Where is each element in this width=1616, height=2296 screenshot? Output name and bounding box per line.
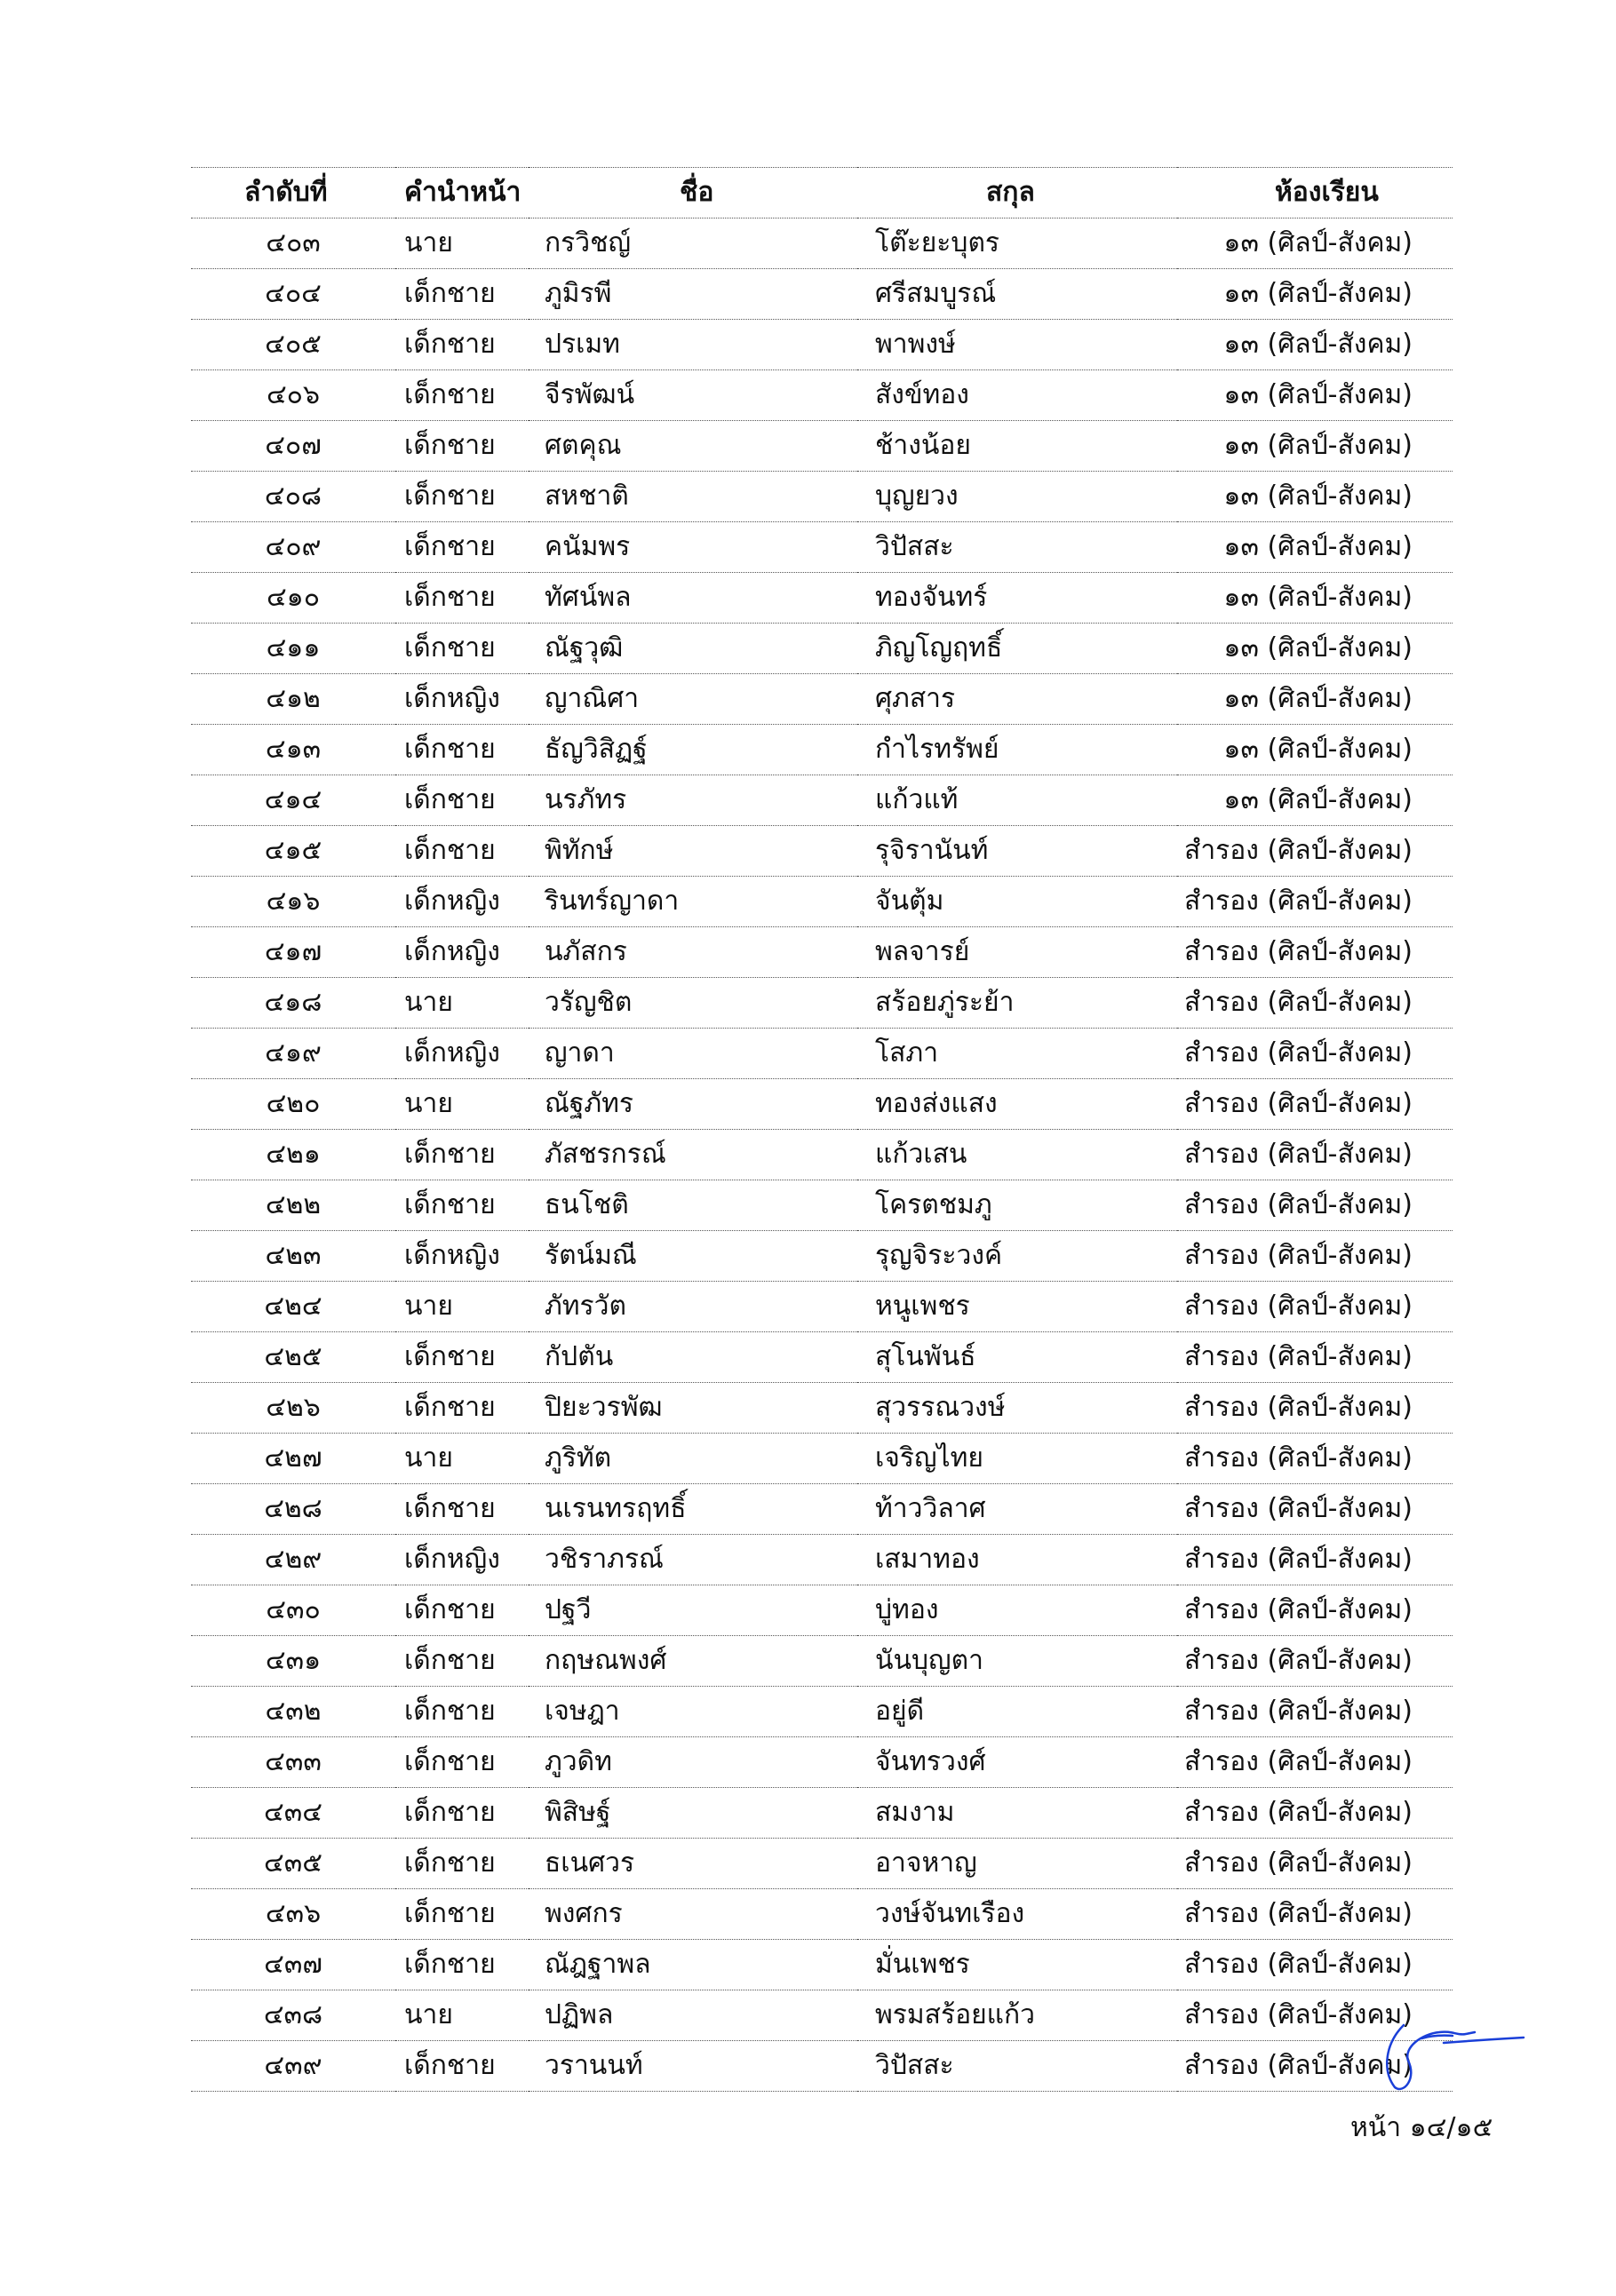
row-number: ๔๓๓ (191, 1737, 395, 1788)
table-row (191, 927, 1453, 978)
table-row (191, 522, 1453, 573)
row-prefix: เด็กชาย (395, 1383, 529, 1434)
row-name: ปรเมท (529, 320, 857, 370)
table-row (191, 269, 1453, 320)
row-surname: แก้วเสน (857, 1130, 1177, 1180)
row-room: สำรอง (ศิลป์-สังคม) (1177, 1990, 1453, 2041)
row-surname: ศรีสมบูรณ์ (857, 269, 1177, 320)
row-number: ๔๑๘ (191, 978, 395, 1029)
row-number: ๔๓๔ (191, 1788, 395, 1839)
row-number: ๔๒๗ (191, 1434, 395, 1484)
table-row (191, 1535, 1453, 1585)
row-number: ๔๓๘ (191, 1990, 395, 2041)
row-number: ๔๐๗ (191, 421, 395, 472)
row-surname: พาพงษ์ (857, 320, 1177, 370)
row-name: กัปตัน (529, 1332, 857, 1383)
row-prefix: เด็กชาย (395, 1484, 529, 1535)
row-name: ปฏิพล (529, 1990, 857, 2041)
row-room: สำรอง (ศิลป์-สังคม) (1177, 1383, 1453, 1434)
table-row (191, 1585, 1453, 1636)
row-number: ๔๒๒ (191, 1180, 395, 1231)
row-room: สำรอง (ศิลป์-สังคม) (1177, 978, 1453, 1029)
row-surname: ช้างน้อย (857, 421, 1177, 472)
row-number: ๔๒๖ (191, 1383, 395, 1434)
row-prefix: นาย (395, 978, 529, 1029)
row-surname: พรมสร้อยแก้ว (857, 1990, 1177, 2041)
header-name: ชื่อ (529, 168, 857, 218)
row-name: ธนโชติ (529, 1180, 857, 1231)
row-name: ภูมิรพี (529, 269, 857, 320)
table-row (191, 218, 1453, 269)
row-prefix: เด็กหญิง (395, 877, 529, 927)
row-prefix: เด็กชาย (395, 1788, 529, 1839)
row-surname: หนูเพชร (857, 1282, 1177, 1332)
row-prefix: เด็กชาย (395, 573, 529, 624)
row-room: ๑๓ (ศิลป์-สังคม) (1177, 775, 1453, 826)
table-body (191, 218, 1453, 2092)
table-row (191, 1029, 1453, 1079)
row-prefix: เด็กชาย (395, 1130, 529, 1180)
row-room: สำรอง (ศิลป์-สังคม) (1177, 877, 1453, 927)
header-prefix: คำนำหน้า (395, 168, 529, 218)
row-prefix: เด็กหญิง (395, 1231, 529, 1282)
row-name: ญาณิศา (529, 674, 857, 725)
table-row (191, 1687, 1453, 1737)
row-prefix: เด็กหญิง (395, 674, 529, 725)
row-surname: วงษ์จันทเรือง (857, 1889, 1177, 1940)
row-number: ๔๑๗ (191, 927, 395, 978)
row-surname: รุจิรานันท์ (857, 826, 1177, 877)
row-surname: มั่นเพชร (857, 1940, 1177, 1990)
row-room: สำรอง (ศิลป์-สังคม) (1177, 1788, 1453, 1839)
row-number: ๔๑๒ (191, 674, 395, 725)
row-surname: สังข์ทอง (857, 370, 1177, 421)
row-room: ๑๓ (ศิลป์-สังคม) (1177, 472, 1453, 522)
row-name: ปิยะวรพัฒ (529, 1383, 857, 1434)
row-number: ๔๒๘ (191, 1484, 395, 1535)
row-room: ๑๓ (ศิลป์-สังคม) (1177, 269, 1453, 320)
row-surname: ทองจันทร์ (857, 573, 1177, 624)
row-number: ๔๒๕ (191, 1332, 395, 1383)
row-prefix: เด็กชาย (395, 1839, 529, 1889)
table-row (191, 1282, 1453, 1332)
row-surname: ศุภสาร (857, 674, 1177, 725)
row-room: สำรอง (ศิลป์-สังคม) (1177, 1332, 1453, 1383)
table-row (191, 421, 1453, 472)
table-row (191, 1434, 1453, 1484)
row-name: สหชาติ (529, 472, 857, 522)
row-surname: โครตชมภู (857, 1180, 1177, 1231)
row-room: สำรอง (ศิลป์-สังคม) (1177, 1130, 1453, 1180)
row-number: ๔๓๑ (191, 1636, 395, 1687)
table-row (191, 1788, 1453, 1839)
row-prefix: เด็กชาย (395, 775, 529, 826)
row-number: ๔๑๖ (191, 877, 395, 927)
row-room: สำรอง (ศิลป์-สังคม) (1177, 1889, 1453, 1940)
row-number: ๔๒๑ (191, 1130, 395, 1180)
table-row (191, 573, 1453, 624)
row-name: กรวิชญ์ (529, 218, 857, 269)
row-surname: ภิญโญฤทธิ์ (857, 624, 1177, 674)
row-name: จีรพัฒน์ (529, 370, 857, 421)
row-prefix: เด็กชาย (395, 1180, 529, 1231)
row-room: สำรอง (ศิลป์-สังคม) (1177, 2041, 1453, 2092)
row-number: ๔๒๔ (191, 1282, 395, 1332)
row-prefix: เด็กชาย (395, 522, 529, 573)
row-name: วรัญชิต (529, 978, 857, 1029)
row-room: สำรอง (ศิลป์-สังคม) (1177, 1535, 1453, 1585)
row-name: นภัสกร (529, 927, 857, 978)
row-surname: บู่ทอง (857, 1585, 1177, 1636)
row-surname: โสภา (857, 1029, 1177, 1079)
table-header-row (191, 168, 1453, 218)
table-row (191, 1940, 1453, 1990)
row-surname: นันบุญตา (857, 1636, 1177, 1687)
row-number: ๔๑๑ (191, 624, 395, 674)
row-room: ๑๓ (ศิลป์-สังคม) (1177, 522, 1453, 573)
row-name: รินทร์ญาดา (529, 877, 857, 927)
row-room: ๑๓ (ศิลป์-สังคม) (1177, 725, 1453, 775)
row-room: ๑๓ (ศิลป์-สังคม) (1177, 218, 1453, 269)
row-name: ณัฎฐาพล (529, 1940, 857, 1990)
row-name: เจษฎา (529, 1687, 857, 1737)
row-room: สำรอง (ศิลป์-สังคม) (1177, 1839, 1453, 1889)
row-number: ๔๐๘ (191, 472, 395, 522)
row-name: พงศกร (529, 1889, 857, 1940)
row-room: สำรอง (ศิลป์-สังคม) (1177, 1484, 1453, 1535)
row-prefix: เด็กชาย (395, 1585, 529, 1636)
table-row (191, 1889, 1453, 1940)
row-surname: รุญจิระวงค์ (857, 1231, 1177, 1282)
row-surname: วิปัสสะ (857, 522, 1177, 573)
row-surname: สุโนพันธ์ (857, 1332, 1177, 1383)
row-number: ๔๑๕ (191, 826, 395, 877)
row-surname: จันตุ้ม (857, 877, 1177, 927)
table-row (191, 775, 1453, 826)
row-surname: พลจารย์ (857, 927, 1177, 978)
row-name: นเรนทรฤทธิ์ (529, 1484, 857, 1535)
row-prefix: เด็กชาย (395, 370, 529, 421)
student-list-table (191, 167, 1453, 2092)
row-number: ๔๓๙ (191, 2041, 395, 2092)
row-name: กฤษณพงศ์ (529, 1636, 857, 1687)
row-room: ๑๓ (ศิลป์-สังคม) (1177, 624, 1453, 674)
row-name: ณัฐภัทร (529, 1079, 857, 1130)
row-surname: อยู่ดี (857, 1687, 1177, 1737)
row-surname: สร้อยภู่ระย้า (857, 978, 1177, 1029)
row-name: ภูวดิท (529, 1737, 857, 1788)
table-row (191, 624, 1453, 674)
row-name: รัตน์มณี (529, 1231, 857, 1282)
row-prefix: นาย (395, 1079, 529, 1130)
row-name: คนัมพร (529, 522, 857, 573)
row-room: สำรอง (ศิลป์-สังคม) (1177, 1585, 1453, 1636)
row-room: สำรอง (ศิลป์-สังคม) (1177, 1180, 1453, 1231)
row-number: ๔๐๙ (191, 522, 395, 573)
table-row (191, 674, 1453, 725)
row-prefix: เด็กชาย (395, 421, 529, 472)
document-body (191, 167, 1453, 2092)
row-surname: จันทรวงศ์ (857, 1737, 1177, 1788)
row-prefix: เด็กหญิง (395, 927, 529, 978)
header-room: ห้องเรียน (1177, 168, 1453, 218)
table-row (191, 1130, 1453, 1180)
row-prefix: เด็กชาย (395, 1636, 529, 1687)
row-surname: ทองส่งแสง (857, 1079, 1177, 1130)
table-row (191, 1383, 1453, 1434)
table-row (191, 1180, 1453, 1231)
row-surname: สุวรรณวงษ์ (857, 1383, 1177, 1434)
row-surname: เจริญไทย (857, 1434, 1177, 1484)
table-row (191, 1231, 1453, 1282)
row-prefix: เด็กชาย (395, 2041, 529, 2092)
row-room: สำรอง (ศิลป์-สังคม) (1177, 826, 1453, 877)
row-prefix: เด็กชาย (395, 1687, 529, 1737)
row-prefix: เด็กชาย (395, 1889, 529, 1940)
row-number: ๔๐๖ (191, 370, 395, 421)
signature-icon (1368, 2016, 1546, 2096)
row-room: สำรอง (ศิลป์-สังคม) (1177, 1231, 1453, 1282)
row-number: ๔๓๕ (191, 1839, 395, 1889)
row-number: ๔๓๖ (191, 1889, 395, 1940)
row-prefix: นาย (395, 218, 529, 269)
row-number: ๔๓๗ (191, 1940, 395, 1990)
row-surname: โต๊ะยะบุตร (857, 218, 1177, 269)
row-surname: เสมาทอง (857, 1535, 1177, 1585)
row-room: สำรอง (ศิลป์-สังคม) (1177, 1079, 1453, 1130)
row-room: ๑๓ (ศิลป์-สังคม) (1177, 421, 1453, 472)
row-name: นรภัทร (529, 775, 857, 826)
row-name: พิทักษ์ (529, 826, 857, 877)
row-number: ๔๓๐ (191, 1585, 395, 1636)
row-name: ศตคุณ (529, 421, 857, 472)
table-row (191, 1636, 1453, 1687)
row-name: ภูริทัต (529, 1434, 857, 1484)
row-number: ๔๐๕ (191, 320, 395, 370)
row-room: สำรอง (ศิลป์-สังคม) (1177, 1940, 1453, 1990)
row-name: ภัสชรกรณ์ (529, 1130, 857, 1180)
page-number: หน้า ๑๔/๑๕ (1350, 2112, 1493, 2143)
row-prefix: เด็กชาย (395, 1332, 529, 1383)
row-name: ทัศน์พล (529, 573, 857, 624)
row-room: สำรอง (ศิลป์-สังคม) (1177, 1029, 1453, 1079)
row-room: สำรอง (ศิลป์-สังคม) (1177, 1434, 1453, 1484)
row-name: ณัฐวุฒิ (529, 624, 857, 674)
row-prefix: เด็กหญิง (395, 1029, 529, 1079)
table-row (191, 370, 1453, 421)
row-surname: ท้าววิลาศ (857, 1484, 1177, 1535)
row-prefix: เด็กชาย (395, 624, 529, 674)
row-room: ๑๓ (ศิลป์-สังคม) (1177, 320, 1453, 370)
row-room: สำรอง (ศิลป์-สังคม) (1177, 1737, 1453, 1788)
row-name: ธเนศวร (529, 1839, 857, 1889)
table-row (191, 1990, 1453, 2041)
row-number: ๔๒๓ (191, 1231, 395, 1282)
row-name: ญาดา (529, 1029, 857, 1079)
header-number: ลำดับที่ (191, 168, 395, 218)
row-prefix: เด็กชาย (395, 826, 529, 877)
row-prefix: นาย (395, 1434, 529, 1484)
row-number: ๔๐๓ (191, 218, 395, 269)
row-number: ๔๐๔ (191, 269, 395, 320)
row-name: ภัทรวัต (529, 1282, 857, 1332)
row-number: ๔๒๐ (191, 1079, 395, 1130)
row-prefix: นาย (395, 1990, 529, 2041)
row-prefix: เด็กชาย (395, 472, 529, 522)
row-prefix: เด็กชาย (395, 320, 529, 370)
row-number: ๔๑๙ (191, 1029, 395, 1079)
table-row (191, 877, 1453, 927)
row-room: สำรอง (ศิลป์-สังคม) (1177, 1282, 1453, 1332)
row-prefix: นาย (395, 1282, 529, 1332)
row-surname: สมงาม (857, 1788, 1177, 1839)
row-room: ๑๓ (ศิลป์-สังคม) (1177, 370, 1453, 421)
row-surname: กำไรทรัพย์ (857, 725, 1177, 775)
row-surname: อาจหาญ (857, 1839, 1177, 1889)
row-number: ๔๒๙ (191, 1535, 395, 1585)
row-room: ๑๓ (ศิลป์-สังคม) (1177, 573, 1453, 624)
table-row (191, 2041, 1453, 2092)
row-prefix: เด็กชาย (395, 1737, 529, 1788)
table-row (191, 826, 1453, 877)
row-name: พิสิษฐ์ (529, 1788, 857, 1839)
row-number: ๔๑๔ (191, 775, 395, 826)
table-row (191, 1839, 1453, 1889)
row-room: สำรอง (ศิลป์-สังคม) (1177, 1636, 1453, 1687)
table-row (191, 472, 1453, 522)
table-row (191, 978, 1453, 1029)
row-name: ปฐวี (529, 1585, 857, 1636)
header-surname: สกุล (857, 168, 1177, 218)
row-prefix: เด็กชาย (395, 269, 529, 320)
table-row (191, 320, 1453, 370)
table-row (191, 1332, 1453, 1383)
row-number: ๔๑๐ (191, 573, 395, 624)
table-row (191, 1484, 1453, 1535)
row-number: ๔๓๒ (191, 1687, 395, 1737)
row-prefix: เด็กหญิง (395, 1535, 529, 1585)
row-surname: บุญยวง (857, 472, 1177, 522)
row-number: ๔๑๓ (191, 725, 395, 775)
row-room: สำรอง (ศิลป์-สังคม) (1177, 1687, 1453, 1737)
row-name: วรานนท์ (529, 2041, 857, 2092)
row-prefix: เด็กชาย (395, 1940, 529, 1990)
row-name: ธัญวิสิฏฐ์ (529, 725, 857, 775)
table-row (191, 1079, 1453, 1130)
table-row (191, 1737, 1453, 1788)
row-surname: วิปัสสะ (857, 2041, 1177, 2092)
row-room: สำรอง (ศิลป์-สังคม) (1177, 927, 1453, 978)
row-prefix: เด็กชาย (395, 725, 529, 775)
row-surname: แก้วแท้ (857, 775, 1177, 826)
row-room: ๑๓ (ศิลป์-สังคม) (1177, 674, 1453, 725)
table-row (191, 725, 1453, 775)
row-name: วชิราภรณ์ (529, 1535, 857, 1585)
